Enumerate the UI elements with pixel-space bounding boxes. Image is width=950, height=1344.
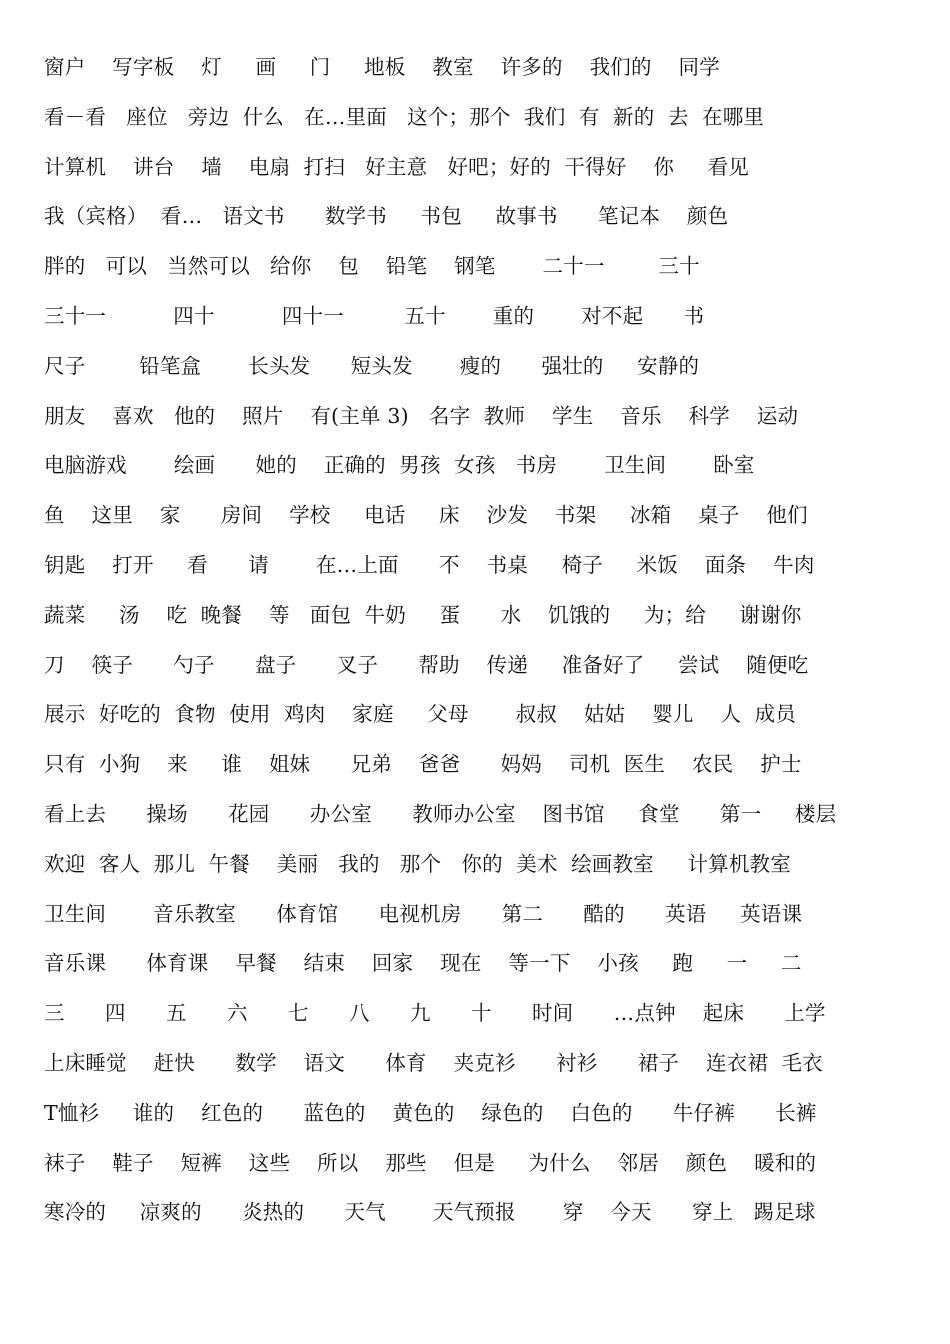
vocab-line: 尺子 铅笔盒 长头发 短头发 瘦的 强壮的 安静的: [44, 353, 700, 378]
vocab-line: 鱼 这里 家 房间 学校 电话 床 沙发 书架 冰箱 桌子 他们: [44, 503, 808, 528]
vocab-line: T恤衫 谁的 红色的 蓝色的 黄色的 绿色的 白色的 牛仔裤 长裤: [44, 1100, 817, 1125]
vocab-line: 看－看 座位 旁边 什么 在…里面 这个；那个 我们 有 新的 去 在哪里: [44, 104, 765, 129]
vocab-line: 袜子 鞋子 短裤 这些 所以 那些 但是 为什么 邻居 颜色 暖和的: [44, 1150, 817, 1175]
vocab-line: 刀 筷子 勺子 盘子 叉子 帮助 传递 准备好了 尝试 随便吃: [44, 652, 809, 677]
vocab-line: 卫生间 音乐教室 体育馆 电视机房 第二 酷的 英语 英语课: [44, 901, 803, 926]
vocab-line: 窗户 写字板 灯 画 门 地板 教室 许多的 我们的 同学: [44, 55, 720, 79]
vocabulary-list: [44, 50, 924, 1245]
vocab-line: 看上去 操场 花园 办公室 教师办公室 图书馆 食堂 第一 楼层: [44, 801, 837, 826]
vocab-line: 胖的 可以 当然可以 给你 包 铅笔 钢笔 二十一 三十: [44, 254, 700, 279]
vocab-line: 上床睡觉 赶快 数学 语文 体育 夹克衫 衬衫 裙子 连衣裙 毛衣: [44, 1050, 823, 1075]
vocab-line: 欢迎 客人 那儿 午餐 美丽 我的 那个 你的 美术 绘画教室 计算机教室: [44, 851, 791, 876]
vocab-line: 计算机 讲台 墙 电扇 打扫 好主意 好吧；好的 干得好 你 看见: [44, 154, 750, 179]
vocab-line: 只有 小狗 来 谁 姐妹 兄弟 爸爸 妈妈 司机 医生 农民 护士: [44, 752, 802, 777]
vocab-line: 蔬菜 汤 吃 晚餐 等 面包 牛奶 蛋 水 饥饿的 为；给 谢谢你: [44, 602, 802, 627]
vocab-line: 展示 好吃的 食物 使用 鸡肉 家庭 父母 叔叔 姑姑 婴儿 人 成员: [44, 702, 797, 727]
vocab-line: 我（宾格） 看… 语文书 数学书 书包 故事书 笔记本 颜色: [44, 204, 729, 229]
vocab-line: 钥匙 打开 看 请 在…上面 不 书桌 椅子 米饭 面条 牛肉: [44, 552, 815, 577]
vocab-line: 朋友 喜欢 他的 照片 有(主单 3) 名字 教师 学生 音乐 科学 运动: [44, 403, 799, 428]
vocab-line: 音乐课 体育课 早餐 结束 回家 现在 等一下 小孩 跑 一 二: [44, 951, 802, 976]
vocab-line: 电脑游戏 绘画 她的 正确的 男孩 女孩 书房 卫生间 卧室: [44, 453, 755, 478]
vocab-line: 寒冷的 凉爽的 炎热的 天气 天气预报 穿 今天 穿上 踢足球: [44, 1200, 816, 1225]
vocab-line: 三十一 四十 四十一 五十 重的 对不起 书: [44, 303, 705, 328]
vocab-line: 三 四 五 六 七 八 九 十 时间 …点钟 起床 上学: [44, 1001, 826, 1026]
